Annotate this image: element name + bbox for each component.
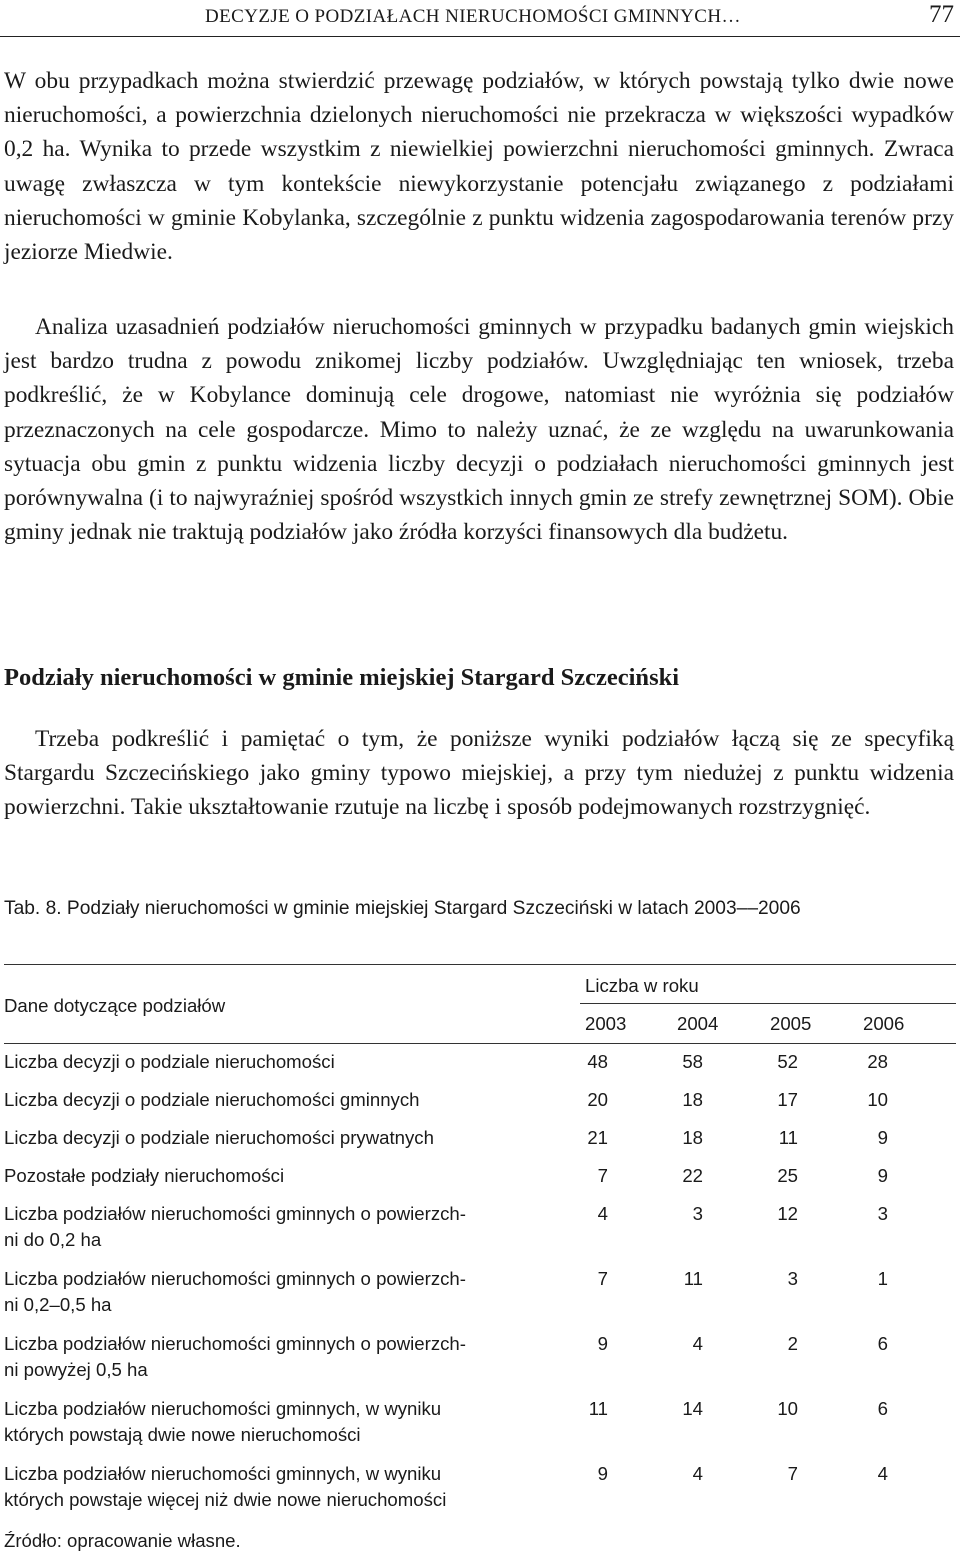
table-row-label: Liczba podziałów nieruchomości gminnych o powierzch- ni powyżej 0,5 ha xyxy=(4,1333,466,1380)
table-cell-2006: 6 xyxy=(877,1398,888,1419)
table-cell-2005: 17 xyxy=(777,1089,798,1110)
running-head-title: DECYZJE O PODZIAŁACH NIERUCHOMOŚCI GMINNYCH… xyxy=(205,6,741,27)
paragraph-1: W obu przypadkach można stwierdzić przewagę podziałów, w których powstają tylko dwie nowe nieruchomości, a powierzchnia dzielonych nieruchomości nie przekracza w większości wypadków 0,2 ha. Wynika to przede wszystkim z niewielkiej powierzchni nieruchomości gminnych. Zwraca uwagę zwłaszcza w tym kontekście niewykorzystanie potencjału związanego z podziałami nieruchomości w gminie Kobylanka, szczególnie z punktu widzenia zagospodarowania terenów przy jeziorze Miedwie. xyxy=(4,68,954,266)
table-cell-2003: 48 xyxy=(587,1051,608,1072)
table-cell-2006: 9 xyxy=(877,1165,888,1186)
table-cell-2005: 25 xyxy=(777,1165,798,1186)
table-cell-2003: 7 xyxy=(597,1165,608,1186)
table-cell-2004: 18 xyxy=(682,1089,703,1110)
table-cell-2003: 9 xyxy=(597,1333,608,1354)
table-cell-2005: 7 xyxy=(787,1463,798,1484)
table-cell-2005: 12 xyxy=(777,1203,798,1224)
table-row-label: Pozostałe podziały nieruchomości xyxy=(4,1165,285,1186)
table-cell-2003: 21 xyxy=(587,1127,608,1148)
table-cell-2003: 11 xyxy=(588,1398,608,1419)
table-header-rule xyxy=(4,1043,956,1044)
table-cell-2004: 4 xyxy=(692,1333,703,1354)
table-cell-2005: 10 xyxy=(777,1398,798,1419)
paragraph-2: Analiza uzasadnień podziałów nieruchomości gminnych w przypadku badanych gmin wiejskich jest bardzo trudna z powodu znikomej liczby podziałów. Uwzględniając ten wniosek, trzeba podkreślić, że w Kobylance dominują cele drogowe, natomiast nie wyróżnia się podziałów przeznaczonych na cele gospodarcze. Mimo to należy uznać, że ze względu na uwarunkowania sytuacja obu gmin z punktu widzenia liczby decyzji o podziałach nieruchomości gminnych jest porównywalna (i to najwyraźniej spośród wszystkich innych gmin ze strefy zewnętrznej SOM). Obie gminy jednak nie traktują podziałów jako źródła korzyści finansowych dla budżetu. xyxy=(4,314,954,546)
year-header-2003: 2003 xyxy=(585,1013,627,1034)
table-cell-2004: 18 xyxy=(682,1127,703,1148)
table-cell-2006: 10 xyxy=(867,1089,888,1110)
table-cell-2004: 14 xyxy=(682,1398,703,1419)
table-source-note: Źródło: opracowanie własne. xyxy=(4,1530,241,1551)
table-cell-2005: 2 xyxy=(787,1333,798,1354)
table-row-label: Liczba podziałów nieruchomości gminnych, w wyniku których powstają dwie nowe nieruchomości xyxy=(4,1398,442,1445)
table-row-label: Liczba podziałów nieruchomości gminnych, w wyniku których powstaje więcej niż dwie nowe nieruchomości xyxy=(4,1463,447,1510)
table-cell-2003: 4 xyxy=(597,1203,608,1224)
table-cell-2003: 20 xyxy=(587,1089,608,1110)
table-row-label: Liczba podziałów nieruchomości gminnych o powierzch- ni do 0,2 ha xyxy=(4,1203,466,1250)
table-cell-2004: 11 xyxy=(683,1268,703,1289)
header-rule xyxy=(0,36,960,37)
table-cell-2006: 1 xyxy=(877,1268,888,1289)
table-cell-2006: 4 xyxy=(877,1463,888,1484)
table-row-label: Liczba podziałów nieruchomości gminnych o powierzch- ni 0,2–0,5 ha xyxy=(4,1268,466,1315)
table-cell-2004: 3 xyxy=(692,1203,703,1224)
table-caption: Tab. 8. Podziały nieruchomości w gminie miejskiej Stargard Szczeciński w latach 2003–​–2006 xyxy=(4,898,801,919)
page-number: 77 xyxy=(929,1,954,28)
table-cell-2006: 9 xyxy=(877,1127,888,1148)
table-row-label: Liczba decyzji o podziale nieruchomości prywatnych xyxy=(4,1127,434,1148)
table-cell-2006: 28 xyxy=(867,1051,888,1072)
table-cell-2004: 4 xyxy=(692,1463,703,1484)
table-cell-2005: 3 xyxy=(787,1268,798,1289)
year-header-2004: 2004 xyxy=(677,1013,719,1034)
row-header-label: Dane dotyczące podziałów xyxy=(4,995,226,1016)
table-row-label: Liczba decyzji o podziale nieruchomości gminnych xyxy=(4,1089,420,1110)
table-cell-2006: 6 xyxy=(877,1333,888,1354)
table-cell-2004: 22 xyxy=(682,1165,703,1186)
table-row-label: Liczba decyzji o podziale nieruchomości xyxy=(4,1051,335,1072)
table-cell-2003: 7 xyxy=(597,1268,608,1289)
table-top-rule xyxy=(4,964,956,965)
year-header-2005: 2005 xyxy=(770,1013,812,1034)
group-header-rule xyxy=(580,1003,956,1004)
section-heading: Podziały nieruchomości w gminie miejskiej Stargard Szczeciński xyxy=(4,664,680,691)
table-cell-2003: 9 xyxy=(597,1463,608,1484)
table-cell-2005: 52 xyxy=(777,1051,798,1072)
paragraph-3: Trzeba podkreślić i pamiętać o tym, że poniższe wyniki podziałów łączą się ze specyfiką Stargardu Szczecińskiego jako gminy typowo miejskiej, a przy tym niedużej z punktu widzenia powierzchni. Takie ukształtowanie rzutuje na liczbę i sposób podejmowanych rozstrzygnięć. xyxy=(4,726,954,821)
group-header-label: Liczba w roku xyxy=(585,975,699,996)
table-cell-2005: 11 xyxy=(778,1127,798,1148)
year-header-2006: 2006 xyxy=(863,1013,905,1034)
table-cell-2006: 3 xyxy=(877,1203,888,1224)
running-head xyxy=(0,0,960,36)
table-cell-2004: 58 xyxy=(682,1051,703,1072)
